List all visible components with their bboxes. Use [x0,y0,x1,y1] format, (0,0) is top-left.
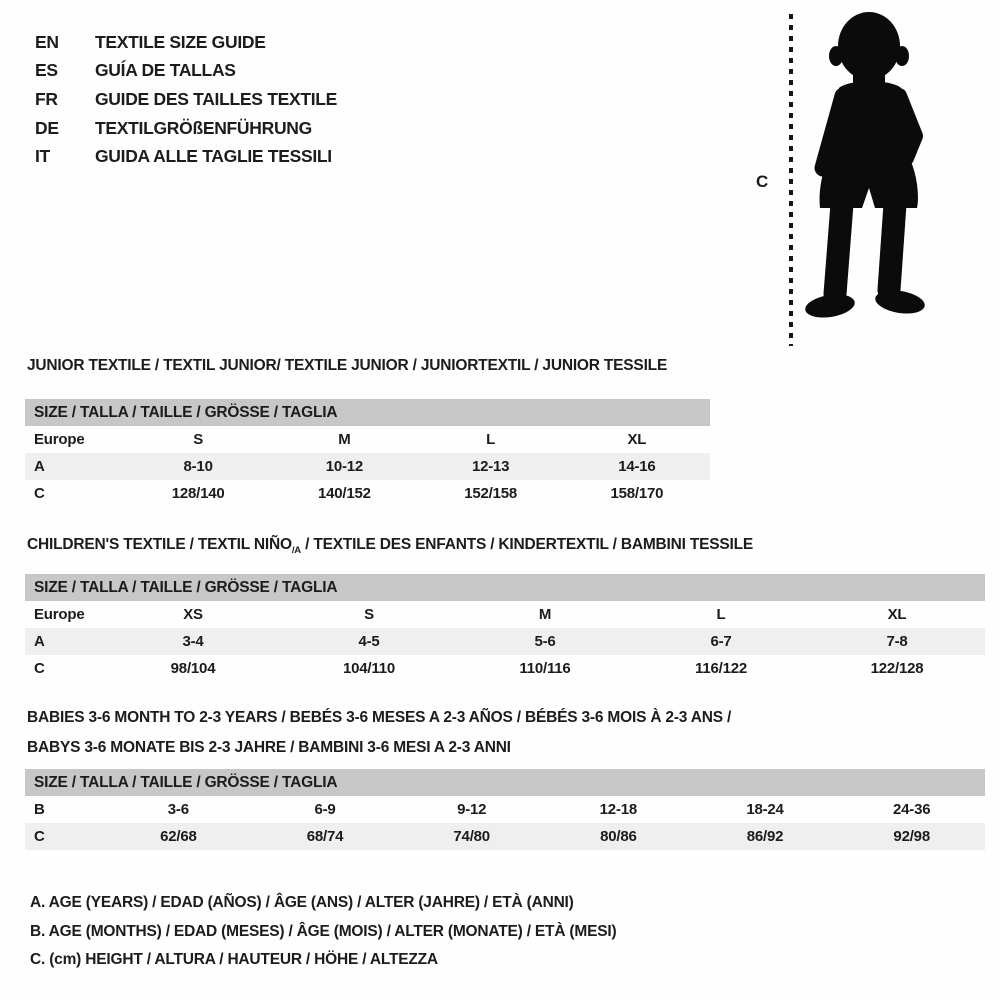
table-row [25,796,985,823]
legend-line-a: A. AGE (YEARS) / EDAD (AÑOS) / ÂGE (ANS) / ALTER (JAHRE) / ETÀ (ANNI) [30,894,574,912]
lang-row-es [35,57,337,86]
size-cell: L [486,431,496,448]
age-cell: 3-4 [182,633,204,650]
height-cell: 98/104 [170,660,216,677]
table-row [25,426,710,453]
size-cell: XL [887,606,907,623]
height-cell: 122/128 [870,660,924,677]
age-cell: 3-6 [167,801,189,818]
size-cell: S [364,606,374,623]
age-cell: 9-12 [457,801,487,818]
age-cell: 10-12 [325,458,364,475]
table-row [25,628,985,655]
age-cell: 14-16 [618,458,656,475]
age-cell: 7-8 [886,633,908,650]
height-c-label: C [756,172,769,191]
lang-row-it [35,142,337,171]
size-cell: M [538,606,552,623]
table-row [25,453,710,480]
children-table [25,574,985,682]
age-cell: 4-5 [358,633,380,650]
title-text: / TEXTILE DES ENFANTS / KINDERTEXTIL / BAMBINI TESSILE [301,536,754,553]
height-cell: 158/170 [610,485,664,502]
row-label: B [34,801,45,818]
size-cell: L [716,606,726,623]
lang-row-de [35,114,337,143]
height-cell: 116/122 [695,660,747,677]
age-cell: 8-10 [183,458,213,475]
lang-code: ES [35,60,58,81]
legend-line-c: C. (cm) HEIGHT / ALTURA / HAUTEUR / HÖHE / ALTEZZA [30,951,438,969]
toddler-silhouette-icon [803,6,949,352]
children-table-title [27,536,753,556]
lang-row-fr [35,85,337,114]
babies-table-title [27,703,731,763]
size-header-bar: SIZE / TALLA / TAILLE / GRÖSSE / TAGLIA [25,399,710,426]
age-cell: 24-36 [893,801,931,818]
height-dotted-line [789,14,793,346]
row-label: A [34,458,45,475]
lang-code: DE [35,117,59,138]
height-cell: 62/68 [160,828,197,845]
age-cell: 6-7 [710,633,732,650]
size-cell: XL [627,431,647,448]
size-cell: M [338,431,351,448]
row-label: C [34,660,45,677]
lang-row-en [35,28,337,57]
legend-line-b: B. AGE (MONTHS) / EDAD (MESES) / ÂGE (MOIS) / ALTER (MONATE) / ETÀ (MESI) [30,922,617,940]
lang-label: TEXTILGRÖßENFÜHRUNG [95,117,312,138]
age-cell: 5-6 [534,633,556,650]
age-cell: 12-18 [599,801,638,818]
lang-label: GUÍA DE TALLAS [95,60,236,81]
height-cell: 128/140 [171,485,225,502]
age-cell: 12-13 [471,458,510,475]
language-title-list [35,28,337,171]
height-cell: 80/86 [600,828,637,845]
table-row [25,601,985,628]
lang-label: TEXTILE SIZE GUIDE [95,31,266,52]
height-cell: 104/110 [343,660,395,677]
size-cell: S [193,431,204,448]
row-label: A [34,633,45,650]
height-cell: 74/80 [453,828,490,845]
table-row [25,823,985,850]
row-label: C [34,828,45,845]
height-cell: 86/92 [746,828,784,845]
junior-table [25,399,710,507]
size-header-bar: SIZE / TALLA / TAILLE / GRÖSSE / TAGLIA [25,574,985,601]
row-label: Europe [34,606,85,623]
title-line-2: BABYS 3-6 MONATE BIS 2-3 JAHRE / BAMBINI 3-6 MESI A 2-3 ANNI [27,739,511,756]
size-cell: XS [183,606,203,623]
height-cell: 140/152 [317,485,371,502]
size-header-bar: SIZE / TALLA / TAILLE / GRÖSSE / TAGLIA [25,769,985,796]
lang-code: FR [35,88,58,109]
table-row [25,655,985,682]
lang-label: GUIDA ALLE TAGLIE TESSILI [95,146,332,167]
babies-table [25,769,985,850]
lang-label: GUIDE DES TAILLES TEXTILE [95,88,338,109]
title-line-1: BABIES 3-6 MONTH TO 2-3 YEARS / BEBÉS 3-6 MESES A 2-3 AÑOS / BÉBÉS 3-6 MOIS À 2-3 ANS / [27,709,732,726]
height-cell: 92/98 [893,828,930,845]
height-cell: 152/158 [464,485,518,502]
height-cell: 110/116 [519,660,571,677]
row-label: Europe [34,431,85,448]
row-label: C [34,485,45,502]
junior-table-title: JUNIOR TEXTILE / TEXTIL JUNIOR/ TEXTILE JUNIOR / JUNIORTEXTIL / JUNIOR TESSILE [27,357,668,374]
legend [30,889,616,975]
height-cell: 68/74 [306,828,344,845]
table-row [25,480,710,507]
lang-code: EN [35,31,59,52]
title-text: CHILDREN'S TEXTILE / TEXTIL NIÑO [27,536,292,553]
age-cell: 6-9 [314,801,336,818]
age-cell: 18-24 [746,801,784,818]
lang-code: IT [35,146,50,167]
title-subscript: /A [291,545,302,557]
